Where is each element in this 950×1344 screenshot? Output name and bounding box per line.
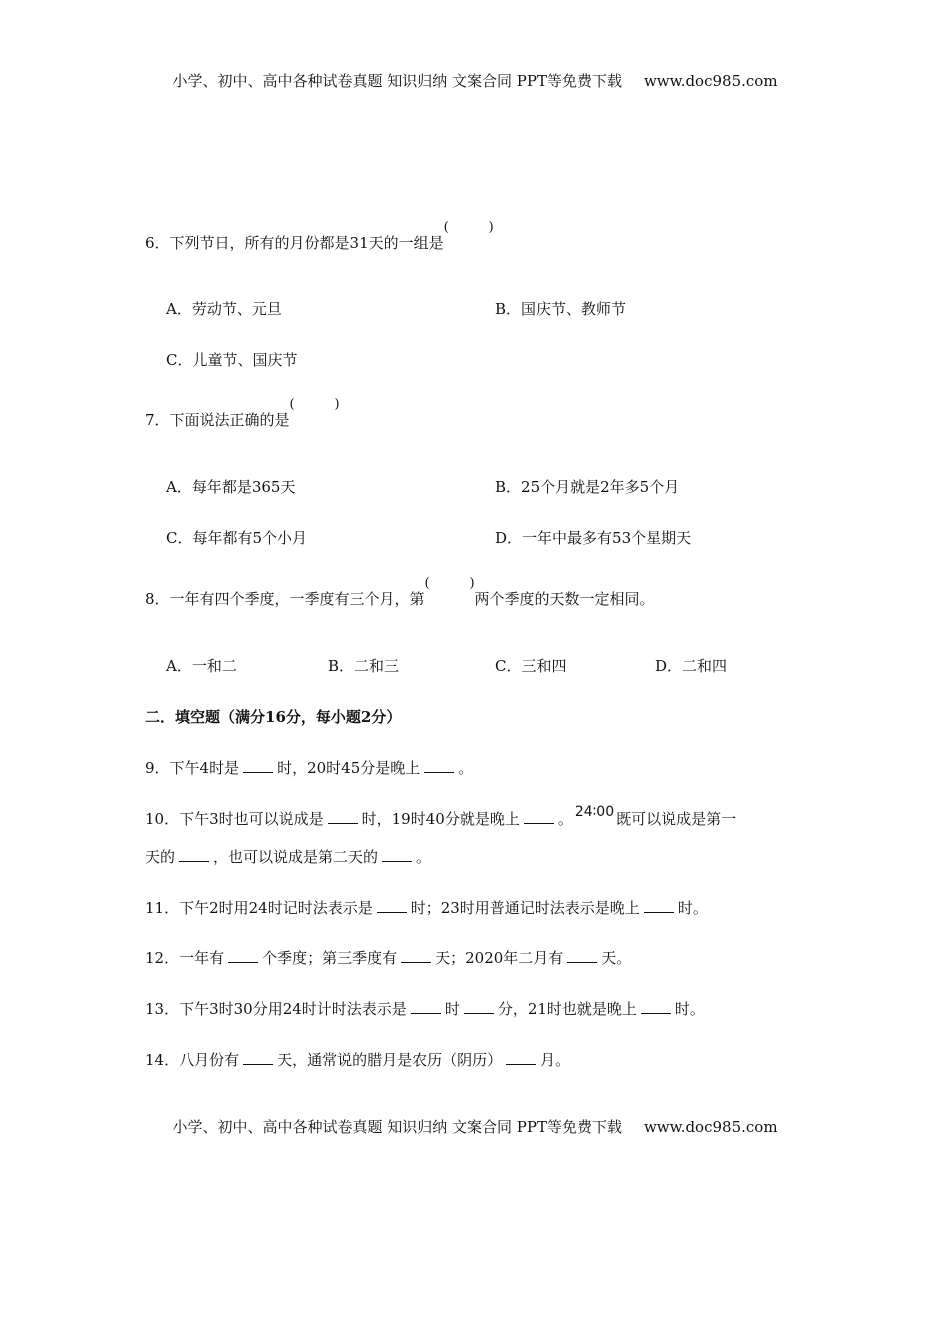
question-12: 12．一年有 个季度；第三季度有 天；2020年二月有 天。 <box>145 949 632 967</box>
question-8-text-after: 两个季度的天数一定相同。 <box>474 590 655 608</box>
question-7-option-b: B．25个月就是2年多5个月 <box>495 478 680 496</box>
question-7-option-d: D．一年中最多有53个星期天 <box>495 529 692 547</box>
blank[interactable] <box>506 1050 536 1065</box>
blank[interactable] <box>524 809 554 824</box>
blank[interactable] <box>243 758 273 773</box>
page-footer <box>0 1116 950 1137</box>
question-6-stem <box>145 220 494 253</box>
page-header <box>0 70 950 91</box>
question-7-option-c: C．每年都有5个小月 <box>166 529 308 547</box>
blank[interactable] <box>567 948 597 963</box>
footer-url[interactable]: www.doc985.com <box>643 1118 778 1136</box>
question-8-text-before: 8．一年有四个季度，一季度有三个月，第 <box>145 590 425 608</box>
section-2-title: 二．填空题（满分16分，每小题2分） <box>145 708 402 726</box>
answer-paren: ( ) <box>424 576 475 591</box>
question-8-stem <box>145 576 655 609</box>
question-9: 9．下午4时是 时，20时45分是晚上 。 <box>145 759 474 777</box>
blank[interactable] <box>382 847 412 862</box>
question-6-text: 6．下列节日，所有的月份都是31天的一组是 <box>145 234 444 252</box>
blank[interactable] <box>401 948 431 963</box>
blank[interactable] <box>464 999 494 1014</box>
question-8-option-a: A．一和二 <box>166 657 237 675</box>
question-7-stem <box>145 397 340 430</box>
blank[interactable] <box>179 847 209 862</box>
answer-paren: ( ) <box>443 220 494 235</box>
question-6-option-b: B．国庆节、教师节 <box>495 300 627 318</box>
question-6-option-c: C．儿童节、国庆节 <box>166 351 298 369</box>
question-7-option-a: A．每年都是365天 <box>166 478 296 496</box>
question-13: 13．下午3时30分用24时计时法表示是 时 分，21时也就是晚上 时。 <box>145 1000 705 1018</box>
question-11: 11．下午2时用24时记时法表示是 时；23时用普通记时法表示是晚上 时。 <box>145 899 708 917</box>
question-10-line-2: 天的 ，也可以说成是第二天的 。 <box>145 848 432 866</box>
blank[interactable] <box>228 948 258 963</box>
blank[interactable] <box>377 898 407 913</box>
question-8-option-b: B．二和三 <box>328 657 400 675</box>
blank[interactable] <box>424 758 454 773</box>
blank[interactable] <box>243 1050 273 1065</box>
blank[interactable] <box>411 999 441 1014</box>
answer-paren: ( ) <box>289 397 340 412</box>
footer-text: 小学、初中、高中各种试卷真题 知识归纳 文案合同 PPT等免费下载 <box>172 1118 622 1136</box>
question-8-option-c: C．三和四 <box>495 657 567 675</box>
blank[interactable] <box>641 999 671 1014</box>
header-text: 小学、初中、高中各种试卷真题 知识归纳 文案合同 PPT等免费下载 <box>172 72 622 90</box>
question-8-option-d: D．二和四 <box>655 657 728 675</box>
question-7-text: 7．下面说法正确的是 <box>145 411 290 429</box>
question-10-line-1: 10．下午3时也可以说成是 时，19时40分就是晚上 。 24∶00 既可以说成是第一 <box>145 804 737 828</box>
blank[interactable] <box>328 809 358 824</box>
question-6-option-a: A．劳动节、元旦 <box>166 300 282 318</box>
question-14: 14．八月份有 天，通常说的腊月是农历（阴历） 月。 <box>145 1051 571 1069</box>
time-24-00: 24∶00 <box>574 804 615 820</box>
blank[interactable] <box>644 898 674 913</box>
header-url[interactable]: www.doc985.com <box>643 72 778 90</box>
